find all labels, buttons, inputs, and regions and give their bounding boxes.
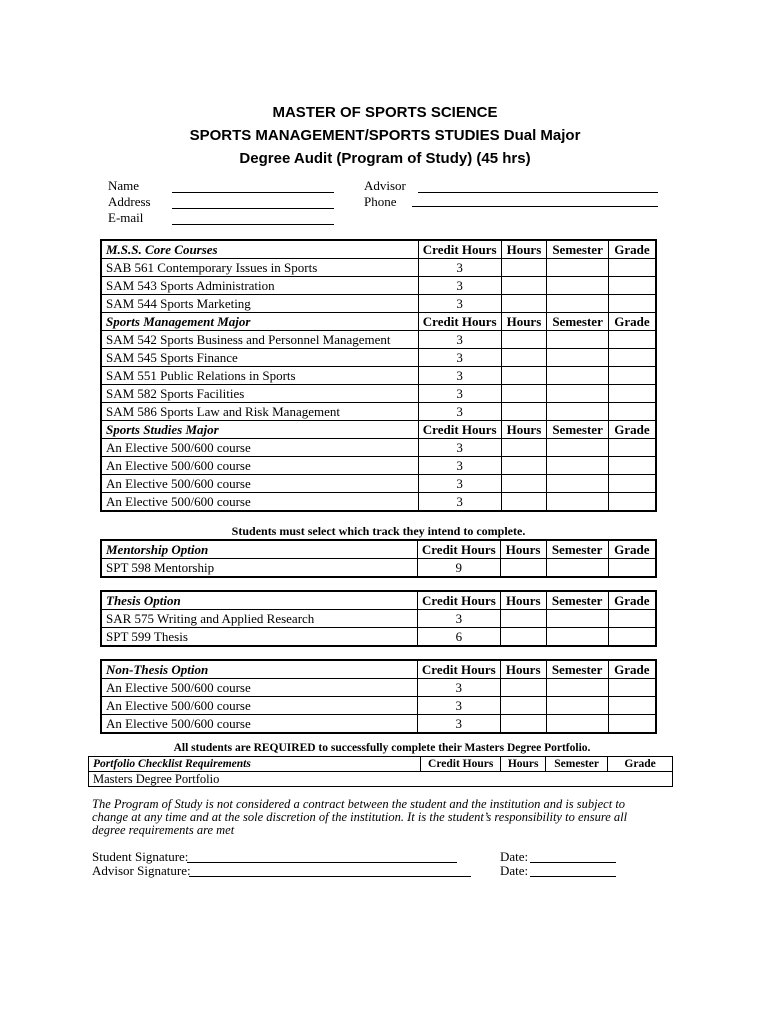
credit-value: 3 [417,715,500,734]
grade-cell[interactable] [608,493,656,512]
semester-cell[interactable] [546,679,608,697]
credit-value: 3 [418,475,501,493]
semester-cell[interactable] [547,295,609,313]
semester-cell[interactable] [547,277,609,295]
grade-cell[interactable] [608,697,656,715]
semester-cell[interactable] [546,628,608,647]
grade-cell[interactable] [608,610,656,628]
grade-cell[interactable] [608,679,656,697]
phone-label: Phone [364,194,397,209]
table-row [101,439,656,457]
credit-value: 3 [418,277,501,295]
grade-header: Grade [608,313,656,331]
course-name: An Elective 500/600 course [101,439,418,457]
semester-cell[interactable] [547,367,609,385]
table-row [89,772,673,787]
studies-heading: Sports Studies Major [101,421,418,439]
core-heading: M.S.S. Core Courses [101,240,418,259]
name-field[interactable] [172,192,334,193]
course-name: An Elective 500/600 course [101,475,418,493]
semester-cell[interactable] [547,403,609,421]
table-row [101,403,656,421]
grade-cell[interactable] [608,349,656,367]
management-heading-row [101,313,656,331]
course-name: SAM 551 Public Relations in Sports [101,367,418,385]
mentorship-heading-row [101,540,656,559]
hours-cell[interactable] [500,679,546,697]
grade-cell[interactable] [608,457,656,475]
course-name: SAM 545 Sports Finance [101,349,418,367]
hours-cell[interactable] [501,295,547,313]
advisor-date-field[interactable] [530,876,616,877]
table-row [101,259,656,277]
credit-value: 3 [418,610,501,628]
credit-value: 3 [418,349,501,367]
table-row [101,559,656,578]
hours-cell[interactable] [501,457,547,475]
table-row [101,493,656,512]
semester-header: Semester [546,591,608,610]
table-row [101,331,656,349]
course-name: An Elective 500/600 course [101,493,418,512]
management-heading: Sports Management Major [101,313,418,331]
hours-header: Hours [501,421,547,439]
semester-cell[interactable] [547,493,609,512]
track-note: Students must select which track they intend to complete. [231,524,526,538]
semester-header: Semester [546,660,608,679]
semester-cell[interactable] [547,349,609,367]
hours-cell[interactable] [501,403,547,421]
document-subtitle: SPORTS MANAGEMENT/SPORTS STUDIES Dual Major [189,127,581,144]
hours-cell[interactable] [501,259,547,277]
credit-value: 3 [418,259,501,277]
hours-cell[interactable] [501,475,547,493]
name-label: Name [108,178,140,193]
semester-header: Semester [547,421,609,439]
email-field[interactable] [172,224,334,225]
course-name: SPT 598 Mentorship [101,559,417,578]
hours-header: Hours [500,540,546,559]
email-label: E-mail [108,210,144,225]
semester-cell[interactable] [546,715,608,734]
credit-hours-header: Credit Hours [418,591,501,610]
semester-cell[interactable] [546,697,608,715]
table-row [101,385,656,403]
course-name: An Elective 500/600 course [101,715,417,734]
course-name: SAR 575 Writing and Applied Research [101,610,418,628]
address-field[interactable] [172,208,334,209]
mentorship-heading: Mentorship Option [101,540,417,559]
course-name: SAM 586 Sports Law and Risk Management [101,403,418,421]
hours-cell[interactable] [501,367,547,385]
table-row [101,457,656,475]
semester-cell[interactable] [546,610,608,628]
advisor-field[interactable] [418,192,658,193]
semester-header: Semester [547,240,609,259]
portfolio-heading: Portfolio Checklist Requirements [89,757,421,772]
credit-value: 3 [418,367,501,385]
hours-header: Hours [501,313,547,331]
grade-cell[interactable] [608,403,656,421]
credit-value: 3 [418,493,501,512]
semester-cell[interactable] [547,475,609,493]
hours-cell[interactable] [500,715,546,734]
grade-header: Grade [608,591,656,610]
thesis-table [100,590,657,647]
grade-cell[interactable] [608,331,656,349]
course-name: An Elective 500/600 course [101,697,417,715]
credit-value: 3 [417,679,500,697]
credit-value: 3 [418,295,501,313]
credit-value: 3 [418,457,501,475]
table-row [101,628,656,647]
nonthesis-table [100,659,657,734]
advisor-signature-field[interactable] [189,876,471,877]
semester-header: Semester [546,540,608,559]
hours-header: Hours [501,240,547,259]
student-signature-label: Student Signature: [92,849,189,864]
grade-header: Grade [608,660,656,679]
hours-cell[interactable] [501,493,547,512]
table-row [101,349,656,367]
table-row [101,367,656,385]
credit-hours-header: Credit Hours [417,660,500,679]
advisor-signature-label: Advisor Signature: [92,863,191,878]
table-row [101,475,656,493]
portfolio-heading-row [89,757,673,772]
course-name: SAM 543 Sports Administration [101,277,418,295]
grade-header: Grade [608,421,656,439]
table-row [101,277,656,295]
table-row [101,610,656,628]
portfolio-table [88,756,673,787]
course-name: SAM 542 Sports Business and Personnel Management [101,331,418,349]
mentorship-table [100,539,657,578]
credit-value: 3 [417,697,500,715]
grade-cell[interactable] [608,277,656,295]
credit-value: 3 [418,439,501,457]
course-name: SAM 582 Sports Facilities [101,385,418,403]
portfolio-row: Masters Degree Portfolio [89,772,673,787]
credit-hours-header: Credit Hours [418,240,501,259]
credit-value: 9 [417,559,500,578]
grade-header: Grade [608,240,656,259]
hours-cell[interactable] [500,697,546,715]
course-name: SAM 544 Sports Marketing [101,295,418,313]
nonthesis-heading: Non-Thesis Option [101,660,417,679]
hours-cell[interactable] [500,610,546,628]
hours-cell[interactable] [501,349,547,367]
student-date-label: Date: [500,849,529,864]
student-signature-field[interactable] [187,862,457,863]
thesis-heading-row [101,591,656,610]
semester-cell[interactable] [547,259,609,277]
advisor-label: Advisor [364,178,406,193]
phone-field[interactable] [412,206,658,207]
table-row [101,697,656,715]
disclaimer-text: The Program of Study is not considered a contract between the student and the institution and is subject to change at any time and at the sole discretion of the institution. It is the student’s responsibility to ensure all degree requirements are met [92,797,628,837]
credit-hours-header: Credit Hours [418,313,501,331]
table-row [101,715,656,734]
credit-hours-header: Credit Hours [421,757,501,772]
credit-hours-header: Credit Hours [417,540,500,559]
nonthesis-heading-row [101,660,656,679]
hours-cell[interactable] [500,628,546,647]
advisor-date-label: Date: [500,863,529,878]
credit-value: 3 [418,331,501,349]
course-name: SPT 599 Thesis [101,628,418,647]
student-date-field[interactable] [530,862,616,863]
table-row [101,679,656,697]
grade-cell[interactable] [608,439,656,457]
hours-header: Hours [500,591,546,610]
grade-header: Grade [608,757,673,772]
course-table [100,239,657,512]
semester-cell[interactable] [547,385,609,403]
hours-cell[interactable] [501,331,547,349]
course-name: An Elective 500/600 course [101,679,417,697]
course-name: SAB 561 Contemporary Issues in Sports [101,259,418,277]
grade-cell[interactable] [608,295,656,313]
hours-cell[interactable] [501,277,547,295]
hours-cell[interactable] [501,439,547,457]
document-subtitle-audit: Degree Audit (Program of Study) (45 hrs) [239,150,531,167]
address-label: Address [108,194,151,209]
grade-header: Grade [608,540,656,559]
grade-cell[interactable] [608,628,656,647]
credit-value: 3 [418,385,501,403]
thesis-heading: Thesis Option [101,591,418,610]
document-title: MASTER OF SPORTS SCIENCE [272,104,498,121]
grade-cell[interactable] [608,367,656,385]
credit-value: 6 [418,628,501,647]
grade-cell[interactable] [608,475,656,493]
hours-cell[interactable] [500,559,546,578]
semester-cell[interactable] [546,559,608,578]
grade-cell[interactable] [608,559,656,578]
grade-cell[interactable] [608,715,656,734]
studies-heading-row [101,421,656,439]
grade-cell[interactable] [608,259,656,277]
hours-header: Hours [500,660,546,679]
course-name: An Elective 500/600 course [101,457,418,475]
hours-header: Hours [501,757,546,772]
portfolio-note: All students are REQUIRED to successfully complete their Masters Degree Portfolio. [173,742,591,754]
table-row [101,295,656,313]
semester-header: Semester [547,313,609,331]
semester-cell[interactable] [547,439,609,457]
hours-cell[interactable] [501,385,547,403]
semester-cell[interactable] [547,457,609,475]
credit-hours-header: Credit Hours [418,421,501,439]
core-heading-row [101,240,656,259]
semester-header: Semester [546,757,608,772]
grade-cell[interactable] [608,385,656,403]
credit-value: 3 [418,403,501,421]
semester-cell[interactable] [547,331,609,349]
